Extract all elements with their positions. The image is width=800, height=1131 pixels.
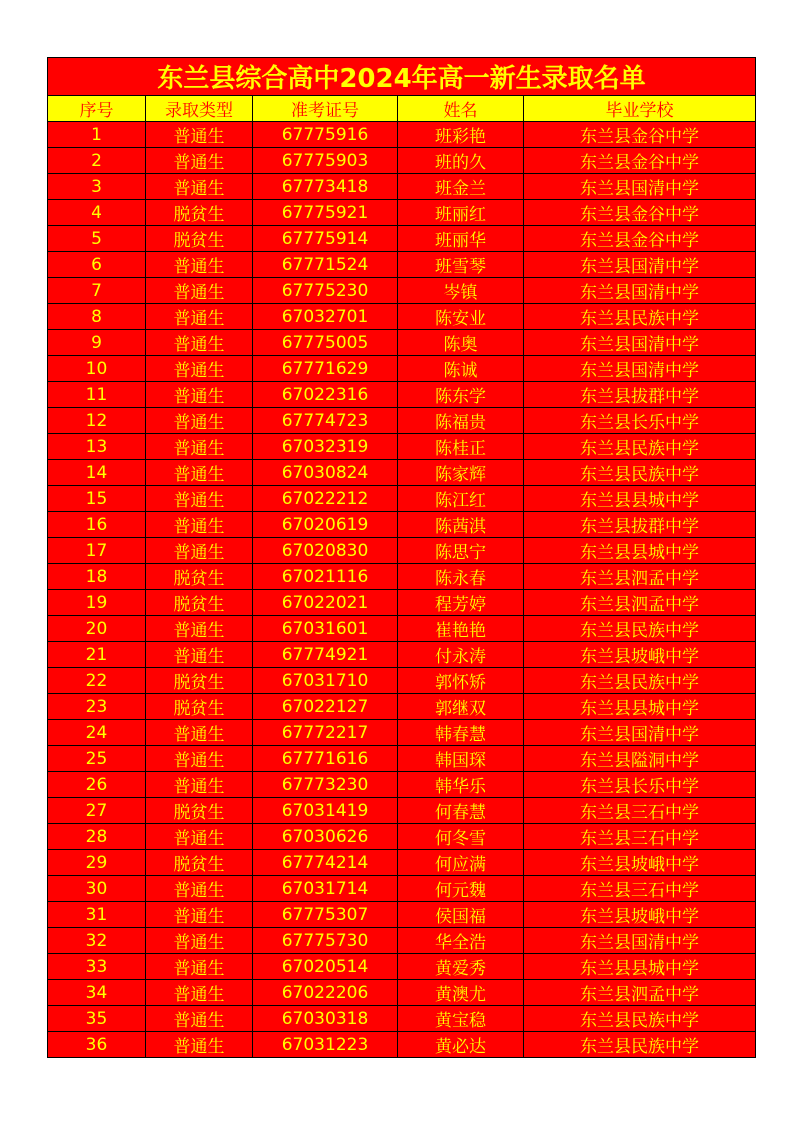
cell-type: 普通生 <box>146 278 253 304</box>
cell-type: 普通生 <box>146 512 253 538</box>
table-row <box>48 902 756 928</box>
cell-ticket: 67021116 <box>253 564 398 590</box>
cell-type: 普通生 <box>146 772 253 798</box>
table-row <box>48 850 756 876</box>
cell-type: 脱贫生 <box>146 200 253 226</box>
cell-type: 普通生 <box>146 408 253 434</box>
column-header-school: 毕业学校 <box>524 96 756 122</box>
table-row <box>48 590 756 616</box>
table-row <box>48 304 756 330</box>
cell-seq: 20 <box>48 616 146 642</box>
cell-ticket: 67775921 <box>253 200 398 226</box>
cell-name: 陈东学 <box>398 382 524 408</box>
cell-ticket: 67771629 <box>253 356 398 382</box>
cell-name: 黄宝稳 <box>398 1006 524 1032</box>
cell-seq: 19 <box>48 590 146 616</box>
cell-ticket: 67775903 <box>253 148 398 174</box>
cell-ticket: 67031223 <box>253 1032 398 1058</box>
cell-name: 陈桂正 <box>398 434 524 460</box>
cell-seq: 1 <box>48 122 146 148</box>
cell-seq: 23 <box>48 694 146 720</box>
cell-type: 普通生 <box>146 460 253 486</box>
table-row <box>48 746 756 772</box>
cell-type: 普通生 <box>146 616 253 642</box>
table-row <box>48 382 756 408</box>
cell-seq: 11 <box>48 382 146 408</box>
cell-type: 普通生 <box>146 980 253 1006</box>
table-row <box>48 486 756 512</box>
cell-ticket: 67771524 <box>253 252 398 278</box>
cell-type: 脱贫生 <box>146 850 253 876</box>
table-row <box>48 824 756 850</box>
cell-name: 郭继双 <box>398 694 524 720</box>
cell-school: 东兰县县城中学 <box>524 538 756 564</box>
cell-type: 普通生 <box>146 928 253 954</box>
cell-name: 黄澳尤 <box>398 980 524 1006</box>
table-row <box>48 668 756 694</box>
cell-seq: 10 <box>48 356 146 382</box>
cell-school: 东兰县国清中学 <box>524 928 756 954</box>
cell-school: 东兰县国清中学 <box>524 278 756 304</box>
cell-ticket: 67020830 <box>253 538 398 564</box>
cell-name: 班的久 <box>398 148 524 174</box>
cell-ticket: 67031710 <box>253 668 398 694</box>
cell-school: 东兰县民族中学 <box>524 1032 756 1058</box>
cell-ticket: 67022021 <box>253 590 398 616</box>
table-body <box>48 122 756 1058</box>
cell-ticket: 67022127 <box>253 694 398 720</box>
cell-school: 东兰县长乐中学 <box>524 408 756 434</box>
table-row <box>48 1006 756 1032</box>
cell-name: 韩国琛 <box>398 746 524 772</box>
cell-type: 普通生 <box>146 434 253 460</box>
table-row <box>48 616 756 642</box>
table-row <box>48 642 756 668</box>
admission-list-table <box>47 57 756 1058</box>
cell-type: 普通生 <box>146 122 253 148</box>
cell-name: 班雪琴 <box>398 252 524 278</box>
cell-type: 普通生 <box>146 642 253 668</box>
cell-school: 东兰县金谷中学 <box>524 122 756 148</box>
cell-seq: 3 <box>48 174 146 200</box>
cell-seq: 27 <box>48 798 146 824</box>
cell-name: 班彩艳 <box>398 122 524 148</box>
cell-school: 东兰县民族中学 <box>524 460 756 486</box>
cell-ticket: 67020514 <box>253 954 398 980</box>
cell-seq: 35 <box>48 1006 146 1032</box>
cell-seq: 36 <box>48 1032 146 1058</box>
cell-name: 陈江红 <box>398 486 524 512</box>
cell-school: 东兰县国清中学 <box>524 174 756 200</box>
cell-ticket: 67775730 <box>253 928 398 954</box>
cell-school: 东兰县县城中学 <box>524 486 756 512</box>
cell-name: 陈茜淇 <box>398 512 524 538</box>
cell-ticket: 67774921 <box>253 642 398 668</box>
cell-name: 郭怀矫 <box>398 668 524 694</box>
cell-school: 东兰县三石中学 <box>524 798 756 824</box>
cell-school: 东兰县国清中学 <box>524 252 756 278</box>
cell-type: 普通生 <box>146 252 253 278</box>
cell-ticket: 67022206 <box>253 980 398 1006</box>
table-row <box>48 278 756 304</box>
table-row <box>48 980 756 1006</box>
cell-ticket: 67774214 <box>253 850 398 876</box>
table-row <box>48 876 756 902</box>
cell-type: 普通生 <box>146 902 253 928</box>
cell-school: 东兰县民族中学 <box>524 668 756 694</box>
table-row <box>48 226 756 252</box>
cell-seq: 31 <box>48 902 146 928</box>
cell-name: 何元魏 <box>398 876 524 902</box>
cell-seq: 33 <box>48 954 146 980</box>
table-row <box>48 720 756 746</box>
cell-name: 陈奥 <box>398 330 524 356</box>
header-row <box>48 96 756 122</box>
cell-school: 东兰县金谷中学 <box>524 148 756 174</box>
cell-type: 普通生 <box>146 1032 253 1058</box>
cell-type: 普通生 <box>146 356 253 382</box>
cell-type: 普通生 <box>146 148 253 174</box>
cell-seq: 12 <box>48 408 146 434</box>
cell-name: 陈诚 <box>398 356 524 382</box>
cell-school: 东兰县三石中学 <box>524 876 756 902</box>
column-header-name: 姓名 <box>398 96 524 122</box>
column-header-seq: 序号 <box>48 96 146 122</box>
cell-seq: 6 <box>48 252 146 278</box>
cell-school: 东兰县民族中学 <box>524 1006 756 1032</box>
cell-type: 脱贫生 <box>146 694 253 720</box>
cell-seq: 14 <box>48 460 146 486</box>
cell-name: 黄必达 <box>398 1032 524 1058</box>
cell-type: 普通生 <box>146 824 253 850</box>
cell-ticket: 67775916 <box>253 122 398 148</box>
cell-ticket: 67771616 <box>253 746 398 772</box>
cell-type: 普通生 <box>146 382 253 408</box>
title-row <box>48 58 756 96</box>
cell-school: 东兰县坡峨中学 <box>524 850 756 876</box>
cell-name: 黄爱秀 <box>398 954 524 980</box>
cell-ticket: 67772217 <box>253 720 398 746</box>
cell-seq: 5 <box>48 226 146 252</box>
table-row <box>48 356 756 382</box>
cell-school: 东兰县民族中学 <box>524 304 756 330</box>
cell-name: 韩华乐 <box>398 772 524 798</box>
cell-name: 崔艳艳 <box>398 616 524 642</box>
cell-ticket: 67774723 <box>253 408 398 434</box>
cell-seq: 9 <box>48 330 146 356</box>
cell-name: 陈思宁 <box>398 538 524 564</box>
cell-school: 东兰县泗孟中学 <box>524 564 756 590</box>
cell-school: 东兰县县城中学 <box>524 954 756 980</box>
cell-school: 东兰县国清中学 <box>524 720 756 746</box>
table-row <box>48 538 756 564</box>
cell-ticket: 67031419 <box>253 798 398 824</box>
cell-ticket: 67031714 <box>253 876 398 902</box>
cell-seq: 7 <box>48 278 146 304</box>
table-row <box>48 798 756 824</box>
table-row <box>48 694 756 720</box>
table-row <box>48 330 756 356</box>
cell-ticket: 67032701 <box>253 304 398 330</box>
cell-school: 东兰县隘洞中学 <box>524 746 756 772</box>
cell-type: 脱贫生 <box>146 668 253 694</box>
table-row <box>48 174 756 200</box>
table-row <box>48 408 756 434</box>
cell-name: 陈安业 <box>398 304 524 330</box>
cell-school: 东兰县民族中学 <box>524 434 756 460</box>
cell-school: 东兰县泗孟中学 <box>524 980 756 1006</box>
cell-seq: 16 <box>48 512 146 538</box>
column-header-ticket: 准考证号 <box>253 96 398 122</box>
cell-school: 东兰县国清中学 <box>524 356 756 382</box>
cell-type: 普通生 <box>146 876 253 902</box>
cell-seq: 8 <box>48 304 146 330</box>
cell-ticket: 67775230 <box>253 278 398 304</box>
cell-seq: 4 <box>48 200 146 226</box>
cell-type: 普通生 <box>146 1006 253 1032</box>
cell-ticket: 67020619 <box>253 512 398 538</box>
cell-school: 东兰县长乐中学 <box>524 772 756 798</box>
cell-name: 陈永春 <box>398 564 524 590</box>
cell-seq: 21 <box>48 642 146 668</box>
table-row <box>48 434 756 460</box>
cell-type: 脱贫生 <box>146 590 253 616</box>
cell-name: 班金兰 <box>398 174 524 200</box>
cell-ticket: 67773418 <box>253 174 398 200</box>
document-title: 东兰县综合高中2024年高一新生录取名单 <box>48 58 756 96</box>
table-row <box>48 564 756 590</box>
table-row <box>48 460 756 486</box>
cell-type: 普通生 <box>146 720 253 746</box>
cell-seq: 18 <box>48 564 146 590</box>
table-row <box>48 148 756 174</box>
cell-name: 何冬雪 <box>398 824 524 850</box>
cell-type: 普通生 <box>146 746 253 772</box>
cell-type: 普通生 <box>146 538 253 564</box>
cell-seq: 15 <box>48 486 146 512</box>
cell-ticket: 67030824 <box>253 460 398 486</box>
cell-type: 普通生 <box>146 954 253 980</box>
cell-school: 东兰县金谷中学 <box>524 226 756 252</box>
cell-type: 普通生 <box>146 304 253 330</box>
cell-school: 东兰县三石中学 <box>524 824 756 850</box>
cell-seq: 30 <box>48 876 146 902</box>
table-row <box>48 252 756 278</box>
cell-name: 岑镇 <box>398 278 524 304</box>
cell-school: 东兰县坡峨中学 <box>524 902 756 928</box>
cell-ticket: 67032319 <box>253 434 398 460</box>
cell-ticket: 67022316 <box>253 382 398 408</box>
cell-ticket: 67775914 <box>253 226 398 252</box>
table-row <box>48 512 756 538</box>
cell-name: 韩春慧 <box>398 720 524 746</box>
table-row <box>48 200 756 226</box>
cell-school: 东兰县民族中学 <box>524 616 756 642</box>
cell-seq: 26 <box>48 772 146 798</box>
cell-name: 班丽华 <box>398 226 524 252</box>
cell-school: 东兰县金谷中学 <box>524 200 756 226</box>
cell-name: 程芳婷 <box>398 590 524 616</box>
cell-type: 普通生 <box>146 486 253 512</box>
table-row <box>48 954 756 980</box>
cell-name: 华全浩 <box>398 928 524 954</box>
cell-seq: 17 <box>48 538 146 564</box>
cell-seq: 25 <box>48 746 146 772</box>
cell-ticket: 67775005 <box>253 330 398 356</box>
cell-ticket: 67773230 <box>253 772 398 798</box>
cell-school: 东兰县国清中学 <box>524 330 756 356</box>
cell-name: 何春慧 <box>398 798 524 824</box>
column-header-type: 录取类型 <box>146 96 253 122</box>
cell-seq: 13 <box>48 434 146 460</box>
cell-seq: 34 <box>48 980 146 1006</box>
cell-ticket: 67022212 <box>253 486 398 512</box>
cell-seq: 32 <box>48 928 146 954</box>
cell-type: 脱贫生 <box>146 226 253 252</box>
cell-seq: 22 <box>48 668 146 694</box>
cell-school: 东兰县拔群中学 <box>524 382 756 408</box>
cell-name: 侯国福 <box>398 902 524 928</box>
cell-seq: 24 <box>48 720 146 746</box>
cell-seq: 2 <box>48 148 146 174</box>
cell-name: 何应满 <box>398 850 524 876</box>
cell-type: 普通生 <box>146 330 253 356</box>
cell-school: 东兰县拔群中学 <box>524 512 756 538</box>
table-row <box>48 122 756 148</box>
cell-ticket: 67030318 <box>253 1006 398 1032</box>
cell-type: 普通生 <box>146 174 253 200</box>
table-row <box>48 928 756 954</box>
cell-type: 脱贫生 <box>146 564 253 590</box>
cell-seq: 29 <box>48 850 146 876</box>
cell-name: 陈家辉 <box>398 460 524 486</box>
cell-ticket: 67031601 <box>253 616 398 642</box>
cell-seq: 28 <box>48 824 146 850</box>
cell-school: 东兰县泗孟中学 <box>524 590 756 616</box>
table-row <box>48 1032 756 1058</box>
cell-name: 陈福贵 <box>398 408 524 434</box>
cell-ticket: 67775307 <box>253 902 398 928</box>
cell-name: 班丽红 <box>398 200 524 226</box>
cell-school: 东兰县坡峨中学 <box>524 642 756 668</box>
table-row <box>48 772 756 798</box>
cell-name: 付永涛 <box>398 642 524 668</box>
cell-ticket: 67030626 <box>253 824 398 850</box>
cell-type: 脱贫生 <box>146 798 253 824</box>
cell-school: 东兰县县城中学 <box>524 694 756 720</box>
